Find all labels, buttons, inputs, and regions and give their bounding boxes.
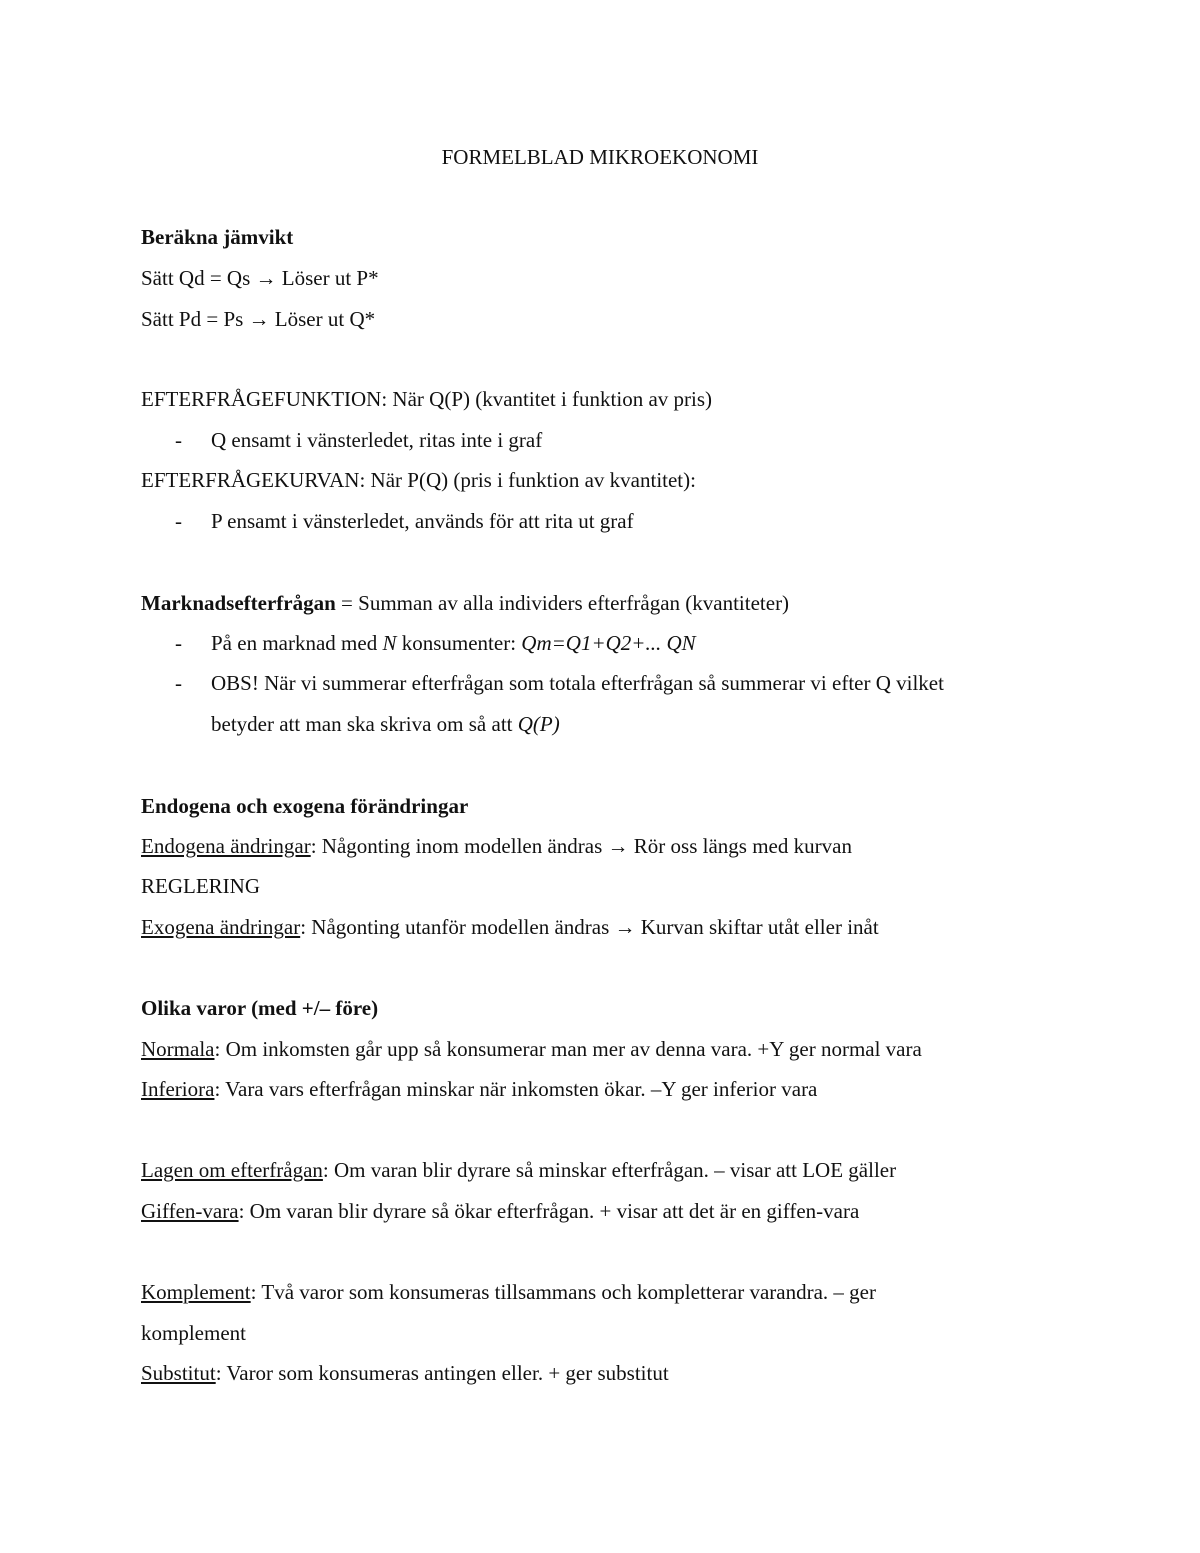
page-title: FORMELBLAD MIKROEKONOMI (441, 145, 759, 169)
lagen-line (141, 1156, 896, 1184)
giffen-term: Giffen-vara (141, 1199, 239, 1223)
giffen-line (141, 1197, 859, 1225)
komplement-line (141, 1278, 876, 1306)
komplement-continuation: komplement (141, 1321, 246, 1345)
exogena-term: Exogena ändringar (141, 915, 301, 939)
lagen-term: Lagen om efterfrågan (141, 1158, 323, 1182)
reglering-line: REGLERING (141, 874, 260, 898)
normala-line (141, 1035, 922, 1063)
jamvikt-line-1: Sätt Qd = Qs → Löser ut P* (141, 266, 379, 290)
marknad-bullet-1-formula: Qm=Q1+Q2+... QN (521, 631, 696, 655)
jamvikt-line-2: Sätt Pd = Ps → Löser ut Q* (141, 307, 376, 331)
section-heading-forandringar: Endogena och exogena förändringar (141, 794, 469, 818)
substitut-line (141, 1359, 669, 1387)
substitut-term: Substitut (141, 1361, 216, 1385)
bullet-marker: - (175, 631, 182, 655)
bullet-marker: - (175, 509, 182, 533)
marknad-bullet-1 (211, 629, 696, 657)
marknadsefterfragan-definition: = Summan av alla individers efterfrågan (kvantiteter) (335, 591, 790, 615)
bullet-marker: - (175, 428, 182, 452)
bullet-marker: - (175, 671, 182, 695)
inferiora-term: Inferiora (141, 1077, 215, 1101)
marknadsefterfragan-line (141, 589, 789, 617)
marknad-bullet-1-mid: konsumenter: (396, 631, 522, 655)
efterfragefunktion-bullet: Q ensamt i vänsterledet, ritas inte i graf (211, 428, 543, 452)
komplement-term: Komplement (141, 1280, 251, 1304)
inferiora-line (141, 1075, 817, 1103)
inferiora-text: : Vara vars efterfrågan minskar när inkomsten ökar. –Y ger inferior vara (214, 1077, 818, 1101)
section-heading-jamvikt: Beräkna jämvikt (141, 225, 294, 249)
efterfragefunktion-line: EFTERFRÅGEFUNKTION: När Q(P) (kvantitet i funktion av pris) (141, 387, 713, 411)
endogena-line (141, 832, 852, 860)
marknad-bullet-1-text: På en marknad med (211, 631, 383, 655)
substitut-text: : Varor som konsumeras antingen eller. + ger substitut (215, 1361, 669, 1385)
endogena-text: : Någonting inom modellen ändras → Rör oss längs med kurvan (310, 834, 852, 858)
normala-text: : Om inkomsten går upp så konsumerar man mer av denna vara. +Y ger normal vara (214, 1037, 922, 1061)
marknad-bullet-2-line-1: OBS! När vi summerar efterfrågan som totala efterfrågan så summerar vi efter Q vilket (211, 671, 944, 695)
efterfragekurvan-line: EFTERFRÅGEKURVAN: När P(Q) (pris i funktion av kvantitet): (141, 468, 696, 492)
section-heading-varor: Olika varor (med +/– före) (141, 996, 379, 1020)
komplement-text: : Två varor som konsumeras tillsammans och kompletterar varandra. – ger (250, 1280, 877, 1304)
marknad-bullet-1-n: N (382, 631, 397, 655)
marknad-bullet-2-text: betyder att man ska skriva om så att (211, 712, 518, 736)
marknad-bullet-2-formula: Q(P) (517, 712, 560, 736)
marknad-bullet-2-line-2 (211, 710, 560, 738)
exogena-text: : Någonting utanför modellen ändras → Kurvan skiftar utåt eller inåt (300, 915, 879, 939)
efterfragekurvan-bullet: P ensamt i vänsterledet, används för att rita ut graf (211, 509, 634, 533)
giffen-text: : Om varan blir dyrare så ökar efterfrågan. + visar att det är en giffen-vara (238, 1199, 860, 1223)
marknadsefterfragan-term: Marknadsefterfrågan (141, 591, 336, 615)
exogena-line (141, 913, 879, 941)
lagen-text: : Om varan blir dyrare så minskar efterfrågan. – visar att LOE gäller (322, 1158, 897, 1182)
endogena-term: Endogena ändringar (141, 834, 311, 858)
normala-term: Normala (141, 1037, 215, 1061)
